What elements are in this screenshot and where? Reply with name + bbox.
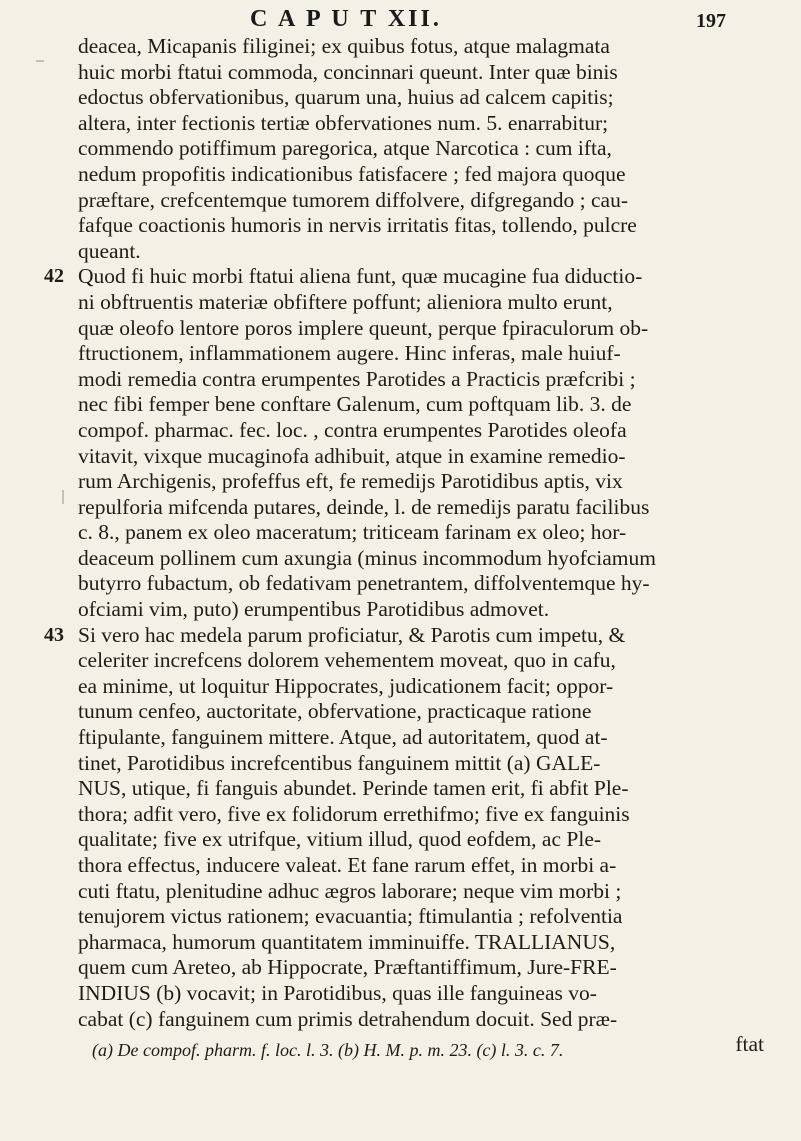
running-head: C A P U T XII. xyxy=(250,6,442,32)
line-text: tinet, Parotidibus increfcentibus fanguinem mittit (a) GALE- xyxy=(78,750,601,775)
text-line xyxy=(78,904,768,930)
paragraph-number: 42 xyxy=(44,265,64,288)
text-line xyxy=(78,316,768,342)
line-text: deacea, Micapanis filiginei; ex quibus fotus, atque malagmata xyxy=(78,34,610,58)
line-text: fafque coactionis humoris in nervis irritatis fitas, tollendo, pulcre xyxy=(78,213,637,238)
text-line xyxy=(78,930,768,956)
text-line xyxy=(78,188,768,214)
text-line xyxy=(78,111,768,137)
line-text: c. 8., panem ex oleo maceratum; triticeam farinam ex oleo; hor- xyxy=(78,520,627,545)
line-text: pharmaca, humorum quantitatem imminuiffe. TRALLIANUS, xyxy=(78,929,616,954)
text-line xyxy=(78,827,768,853)
text-line xyxy=(78,418,768,444)
text-line xyxy=(78,879,768,905)
line-text: cabat (c) fanguinem cum primis detrahendum docuit. Sed præ- xyxy=(78,1006,618,1031)
text-line xyxy=(78,520,768,546)
text-line xyxy=(78,444,768,470)
text-line xyxy=(78,853,768,879)
line-text: modi remedia contra erumpentes Parotides a Practicis præfcribi ; xyxy=(78,366,636,391)
text-line xyxy=(44,622,768,649)
text-line xyxy=(78,725,768,751)
line-text: butyrro fubactum, ob fedativam penetrantem, diffolventemque hy- xyxy=(78,571,650,596)
line-text: nedum propofitis indicationibus fatisfacere ; fed majora quoque xyxy=(78,161,626,186)
text-line xyxy=(78,699,768,725)
line-text: quem cum Areteo, ab Hippocrate, Præftantiffimum, Jure-FRE- xyxy=(78,955,617,980)
line-text: tunum cenfeo, auctoritate, obfervatione, practicaque ratione xyxy=(78,699,592,724)
line-text: vitavit, vixque mucaginofa adhibuit, atque in examine remedio- xyxy=(78,443,626,468)
line-text: compof. pharmac. fec. loc. , contra erumpentes Parotides oleofa xyxy=(78,417,627,442)
margin-mark xyxy=(36,60,44,62)
catchword: ftat xyxy=(735,1032,764,1057)
line-text: Si vero hac medela parum proficiatur, & Parotis cum impetu, & xyxy=(78,622,626,647)
text-line xyxy=(78,495,768,521)
text-line xyxy=(78,341,768,367)
line-text: qualitate; five ex utrifque, vitium illud, quod eofdem, ac Ple- xyxy=(78,827,602,852)
text-line xyxy=(44,264,768,290)
text-line xyxy=(78,60,768,86)
line-text: nec fibi femper bene conftare Galenum, cum poftquam lib. 3. de xyxy=(78,392,632,417)
line-text: cuti ftatu, plenitudine adhuc ægros laborare; neque vim morbi ; xyxy=(78,878,622,903)
text-line xyxy=(78,981,768,1007)
line-text: tenujorem victus rationem; evacuantia; ftimulantia ; refolventia xyxy=(78,904,623,929)
line-text: deaceum pollinem cum axungia (minus incommodum hyofciamum xyxy=(78,545,656,570)
text-line xyxy=(78,597,768,623)
text-line xyxy=(78,802,768,828)
line-text: præftare, crefcentemque tumorem diffolvere, difgregando ; cau- xyxy=(78,187,628,212)
text-line xyxy=(78,571,768,597)
text-line xyxy=(78,162,768,188)
text-line xyxy=(78,648,768,674)
text-line xyxy=(78,776,768,802)
paragraph-number: 43 xyxy=(44,623,64,646)
line-text: Quod fi huic morbi ftatui aliena funt, quæ mucagine fua diductio- xyxy=(78,264,643,289)
line-text: ftipulante, fanguinem mittere. Atque, ad autoritatem, quod at- xyxy=(78,725,608,750)
line-text: queant. xyxy=(78,238,141,263)
text-line xyxy=(78,392,768,418)
text-line xyxy=(78,469,768,495)
line-text: quæ oleofo lentore poros implere queunt, perque fpiraculorum ob- xyxy=(78,315,649,340)
line-text: ea minime, ut loquitur Hippocrates, judicationem facit; oppor- xyxy=(78,673,614,698)
line-text: ni obftruentis materiæ obfiftere poffunt; alieniora multo erunt, xyxy=(78,289,613,314)
text-line xyxy=(78,367,768,393)
text-line xyxy=(78,955,768,981)
text-line xyxy=(78,290,768,316)
text-line xyxy=(78,546,768,572)
line-text: thora; adfit vero, five ex folidorum errethifmo; five ex fanguinis xyxy=(78,801,630,826)
text-line xyxy=(78,1007,768,1033)
text-line xyxy=(78,213,768,239)
line-text: huic morbi ftatui commoda, concinnari queunt. Inter quæ binis xyxy=(78,59,618,84)
line-text: rum Archigenis, profeffus eft, fe remedijs Parotidibus aptis, vix xyxy=(78,469,623,494)
footnote: (a) De compof. pharm. f. loc. l. 3. (b) H. M. p. m. 23. (c) l. 3. c. 7. xyxy=(92,1040,564,1060)
line-text: ofciami vim, puto) erumpentibus Parotidibus admovet. xyxy=(78,597,550,622)
body-text xyxy=(44,34,768,1058)
line-text: NUS, utique, fi fanguis abundet. Perinde tamen erit, fi abfit Ple- xyxy=(78,776,629,801)
line-text: celeriter increfcens dolorem vehementem moveat, quo in cafu, xyxy=(78,648,616,673)
line-text: ftructionem, inflammationem augere. Hinc inferas, male huiuf- xyxy=(78,341,621,366)
line-text: altera, inter fectionis tertiæ obfervationes num. 5. enarrabitur; xyxy=(78,110,609,135)
text-line xyxy=(78,674,768,700)
text-line xyxy=(78,751,768,777)
page-number: 197 xyxy=(696,10,726,32)
line-text: edoctus obfervationibus, quarum una, huius ad calcem capitis; xyxy=(78,85,614,110)
text-line xyxy=(78,136,768,162)
text-line xyxy=(78,85,768,111)
line-text: thora effectus, inducere valeat. Et fane rarum effet, in morbi a- xyxy=(78,853,617,877)
page-header xyxy=(250,6,730,36)
line-text: INDIUS (b) vocavit; in Parotidibus, quas ille fanguineas vo- xyxy=(78,980,597,1005)
line-text: commendo potiffimum paregorica, atque Narcotica : cum ifta, xyxy=(78,136,612,161)
text-line xyxy=(78,239,768,265)
margin-mark xyxy=(62,490,64,504)
text-line xyxy=(78,34,768,60)
line-text: repulforia mifcenda putares, deinde, l. de remedijs paratu facilibus xyxy=(78,494,650,519)
